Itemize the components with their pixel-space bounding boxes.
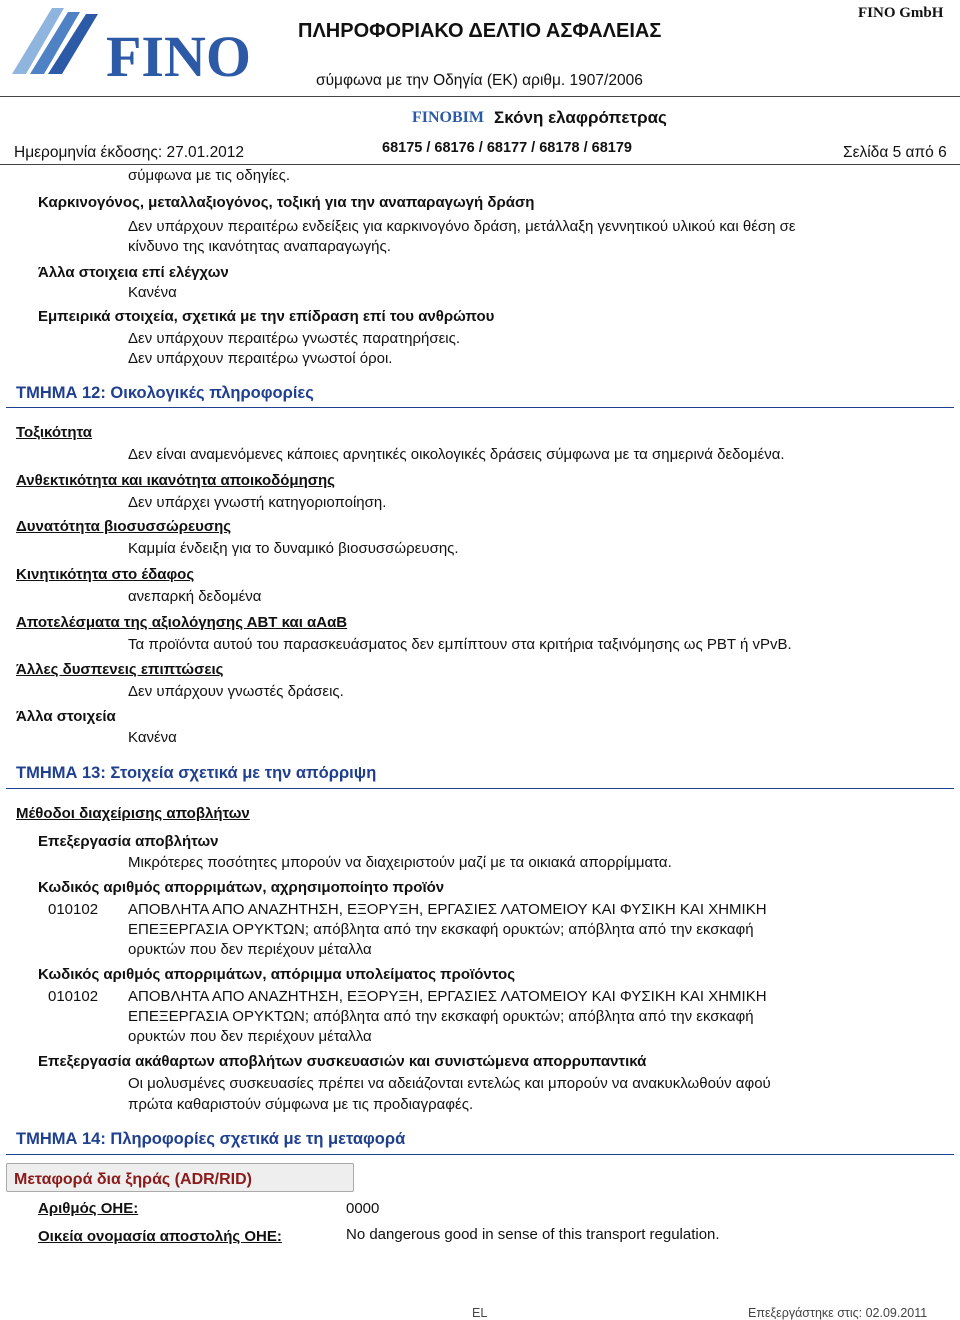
empirical-text-1: Δεν υπάρχουν περαιτέρω γνωστές παρατηρήσεις. <box>128 330 461 347</box>
issue-date: Ημερομηνία έκδοσης: 27.01.2012 <box>14 144 245 161</box>
packaging-heading: Επεξεργασία ακάθαρτων αποβλήτων συσκευασιών και συνιστώμενα απορρυπαντικά <box>38 1053 647 1070</box>
unused-product-code: 010102 <box>48 901 99 918</box>
logo-text: FINO <box>106 24 251 89</box>
bioaccumulation-heading: Δυνατότητα βιοσυσσώρευσης <box>16 518 232 535</box>
packaging-text-2: πρώτα καθαριστούν σύμφωνα με τις προδιαγραφές. <box>128 1096 474 1113</box>
residue-code: 010102 <box>48 988 99 1005</box>
other-controls-heading: Άλλα στοιχεια επί ελέγχων <box>38 264 229 281</box>
other-info-heading: Άλλα στοιχεία <box>16 708 116 725</box>
residue-text-3: ορυκτών που δεν περιέχουν μέταλλα <box>128 1028 372 1045</box>
persistence-heading: Ανθεκτικότητα και ικανότητα αποικοδόμησης <box>16 472 335 489</box>
header-bottom-rule <box>0 164 960 165</box>
land-transport-heading: Μεταφορά δια ξηράς (ADR/RID) <box>14 1171 252 1188</box>
section-14-title: ΤΜΗΜΑ 14: Πληροφορίες σχετικά με τη μεταφορά <box>16 1130 406 1148</box>
shipping-name-value: No dangerous good in sense of this transport regulation. <box>346 1226 720 1243</box>
logo-mark-icon <box>12 8 98 74</box>
product-name: Σκόνη ελαφρόπετρας <box>494 108 667 127</box>
unused-product-text-2: ΕΠΕΞΕΡΓΑΣΙΑ ΟΡΥΚΤΩΝ; απόβλητα από την εκσκαφή ορυκτών; απόβλητα από την εκσκαφή <box>128 921 754 938</box>
empirical-text-2: Δεν υπάρχουν περαιτέρω γνωστοί όροι. <box>128 350 393 367</box>
footer-revised-date: Επεξεργάστηκε στις: 02.09.2011 <box>748 1306 928 1320</box>
carcinogenic-text-1: Δεν υπάρχουν περαιτέρω ενδείξεις για καρκινογόνο δράση, μετάλλαξη γεννητικού υλικού και θέση σε <box>128 218 796 235</box>
unused-product-text-3: ορυκτών που δεν περιέχουν μέταλλα <box>128 941 372 958</box>
mobility-text: ανεπαρκή δεδομένα <box>128 588 262 605</box>
shipping-name-label: Οικεία ονομασία αποστολής ΟΗΕ: <box>38 1228 282 1245</box>
toxicity-text: Δεν είναι αναμενόμενες κάποιες αρνητικές οικολογικές δράσεις σύμφωνα με τα σημερινά δεδομένα. <box>128 446 785 463</box>
section-12-rule <box>6 407 954 408</box>
waste-methods-heading: Μέθοδοι διαχείρισης αποβλήτων <box>16 805 250 822</box>
residue-code-heading: Κωδικός αριθμός απορριμάτων, απόριμμα υπολείματος προϊόντος <box>38 966 515 983</box>
persistence-text: Δεν υπάρχει γνωστή κατηγοριοποίηση. <box>128 494 387 511</box>
continued-text: σύμφωνα με τις οδηγίες. <box>128 167 290 184</box>
packaging-text-1: Οι μολυσμένες συσκευασίες πρέπει να αδειάζονται εντελώς και μπορούν να ανακυκλωθούν αφού <box>128 1075 771 1092</box>
carcinogenic-text-2: κίνδυνο της ικανότητας αναπαραγωγής. <box>128 238 391 255</box>
company-name: FINO GmbH <box>858 5 944 21</box>
section-13-title: ΤΜΗΜΑ 13: Στοιχεία σχετικά με την απόρριψη <box>16 764 377 782</box>
product-brand: FINOBIM <box>412 109 484 126</box>
pbt-heading: Αποτελέσματα της αξιολόγησης ΑΒΤ και αΑαΒ <box>16 614 348 631</box>
residue-text-1: ΑΠΟΒΛΗΤΑ ΑΠΟ ΑΝΑΖΗΤΗΣΗ, ΕΞΟΡΥΞΗ, ΕΡΓΑΣΙΕΣ ΛΑΤΟΜΕΙΟΥ ΚΑΙ ΦΥΣΙΚΗ ΚΑΙ ΧΗΜΙΚΗ <box>128 988 767 1005</box>
fino-logo <box>6 4 251 89</box>
un-number-value: 0000 <box>346 1200 380 1217</box>
un-number-label: Αριθμός ΟΗΕ: <box>38 1200 139 1217</box>
section-13-rule <box>6 788 954 789</box>
header-rule <box>0 96 960 97</box>
section-14-rule <box>6 1154 954 1155</box>
other-controls-text: Κανένα <box>128 284 177 301</box>
page-number: Σελίδα 5 από 6 <box>843 144 947 161</box>
mobility-heading: Κινητικότητα στο έδαφος <box>16 566 195 583</box>
pbt-text: Τα προϊόντα αυτού του παρασκευάσματος δεν εμπίπτουν στα κριτήρια ταξινόμησης ως PBT ή vPvB. <box>128 636 792 653</box>
other-effects-text: Δεν υπάρχουν γνωστές δράσεις. <box>128 683 344 700</box>
carcinogenic-heading: Καρκινογόνος, μεταλλαξιογόνος, τοξική για την αναπαραγωγή δράση <box>38 194 535 211</box>
other-effects-heading: Άλλες δυσπενεις επιπτώσεις <box>16 661 224 678</box>
document-title: ΠΛΗΡΟΦΟΡΙΑΚΟ ΔΕΛΤΙΟ ΑΣΦΑΛΕΙΑΣ <box>298 20 662 42</box>
regulation-subtitle: σύμφωνα με την Οδηγία (ΕΚ) αριθμ. 1907/2006 <box>316 72 643 89</box>
other-info-text: Κανένα <box>128 729 177 746</box>
waste-treatment-text: Μικρότερες ποσότητες μπορούν να διαχειριστούν μαζί με τα οικιακά απορρίμματα. <box>128 854 672 871</box>
toxicity-heading: Τοξικότητα <box>16 424 93 441</box>
section-12-title: ΤΜΗΜΑ 12: Οικολογικές πληροφορίες <box>16 384 314 402</box>
waste-treatment-heading: Επεξεργασία αποβλήτων <box>38 833 219 850</box>
bioaccumulation-text: Καμμία ένδειξη για το δυναμικό βιοσυσσώρευσης. <box>128 540 459 557</box>
footer-language: EL <box>472 1306 488 1320</box>
unused-product-code-heading: Κωδικός αριθμός απορριμάτων, αχρησιμοποίητο προϊόν <box>38 879 445 896</box>
product-codes: 68175 / 68176 / 68177 / 68178 / 68179 <box>382 140 632 156</box>
residue-text-2: ΕΠΕΞΕΡΓΑΣΙΑ ΟΡΥΚΤΩΝ; απόβλητα από την εκσκαφή ορυκτών; απόβλητα από την εκσκαφή <box>128 1008 754 1025</box>
unused-product-text-1: ΑΠΟΒΛΗΤΑ ΑΠΟ ΑΝΑΖΗΤΗΣΗ, ΕΞΟΡΥΞΗ, ΕΡΓΑΣΙΕΣ ΛΑΤΟΜΕΙΟΥ ΚΑΙ ΦΥΣΙΚΗ ΚΑΙ ΧΗΜΙΚΗ <box>128 901 767 918</box>
empirical-heading: Εμπειρικά στοιχεία, σχετικά με την επίδραση επί του ανθρώπου <box>38 308 495 325</box>
